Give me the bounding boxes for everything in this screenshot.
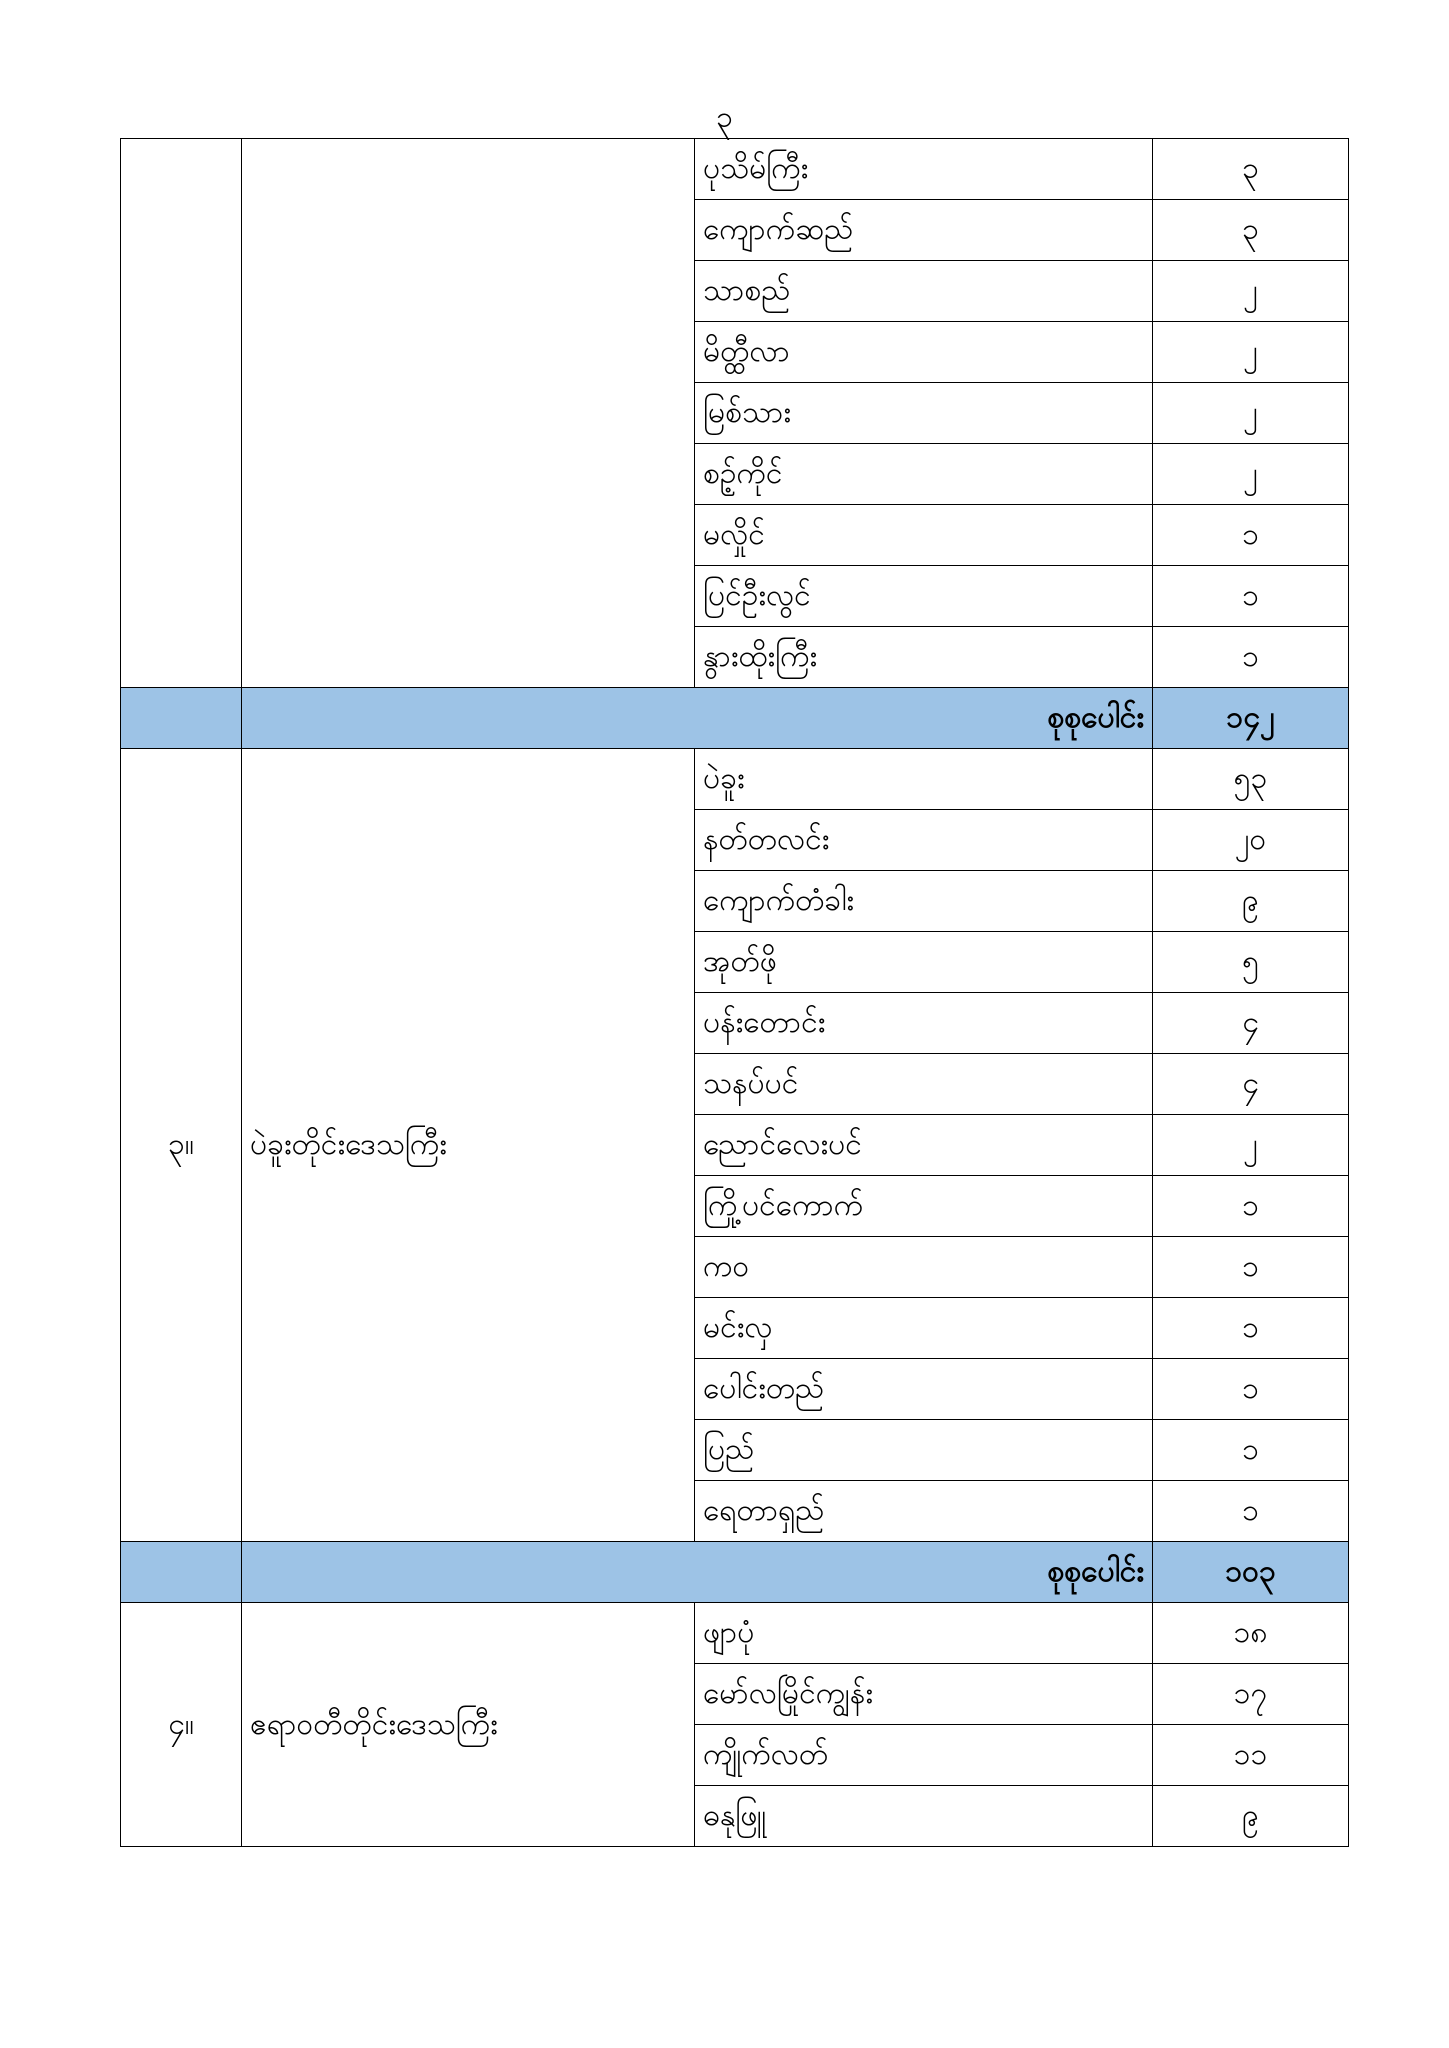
township-cell: ကျိုက်လတ် bbox=[695, 1725, 1153, 1786]
count-cell: ၁ bbox=[1153, 1481, 1349, 1542]
total-label: စုစုပေါင်း bbox=[242, 1542, 1153, 1603]
count-cell: ၂ bbox=[1153, 444, 1349, 505]
region-cell bbox=[242, 139, 695, 688]
count-cell: ၂ bbox=[1153, 383, 1349, 444]
count-cell: ၁ bbox=[1153, 1420, 1349, 1481]
count-cell: ၄ bbox=[1153, 993, 1349, 1054]
count-cell: ၉ bbox=[1153, 871, 1349, 932]
count-cell: ၁ bbox=[1153, 566, 1349, 627]
count-cell: ၄ bbox=[1153, 1054, 1349, 1115]
count-cell: ၂ bbox=[1153, 261, 1349, 322]
count-cell: ၂၀ bbox=[1153, 810, 1349, 871]
total-row bbox=[121, 1542, 1349, 1603]
count-cell: ၉ bbox=[1153, 1786, 1349, 1847]
count-cell: ၁ bbox=[1153, 627, 1349, 688]
count-cell: ၁ bbox=[1153, 1359, 1349, 1420]
region-cell: ဧရာဝတီတိုင်းဒေသကြီး bbox=[242, 1603, 695, 1847]
table-row bbox=[121, 139, 1349, 200]
row-number-cell: ၃။ bbox=[121, 749, 242, 1542]
township-cell: သာစည် bbox=[695, 261, 1153, 322]
total-value: ၁၄၂ bbox=[1153, 688, 1349, 749]
count-cell: ၁ bbox=[1153, 1176, 1349, 1237]
page-number: ၃ bbox=[716, 100, 733, 135]
township-cell: ရေတာရှည် bbox=[695, 1481, 1153, 1542]
total-blank-cell bbox=[121, 688, 242, 749]
township-cell: မင်းလှ bbox=[695, 1298, 1153, 1359]
count-cell: ၅ bbox=[1153, 932, 1349, 993]
total-row bbox=[121, 688, 1349, 749]
row-number-cell: ၄။ bbox=[121, 1603, 242, 1847]
count-cell: ၁ bbox=[1153, 505, 1349, 566]
count-cell: ၂ bbox=[1153, 322, 1349, 383]
township-cell: ဖျာပုံ bbox=[695, 1603, 1153, 1664]
count-cell: ၁၇ bbox=[1153, 1664, 1349, 1725]
township-cell: ပုသိမ်ကြီး bbox=[695, 139, 1153, 200]
township-cell: ညောင်လေးပင် bbox=[695, 1115, 1153, 1176]
table-row bbox=[121, 1603, 1349, 1664]
township-cell: မော်လမြိုင်ကျွန်း bbox=[695, 1664, 1153, 1725]
count-cell: ၁၁ bbox=[1153, 1725, 1349, 1786]
township-cell: နွားထိုးကြီး bbox=[695, 627, 1153, 688]
total-blank-cell bbox=[121, 1542, 242, 1603]
region-cell: ပဲခူးတိုင်းဒေသကြီး bbox=[242, 749, 695, 1542]
township-cell: မလှိုင် bbox=[695, 505, 1153, 566]
township-cell: ကျောက်ဆည် bbox=[695, 200, 1153, 261]
total-value: ၁၀၃ bbox=[1153, 1542, 1349, 1603]
township-cell: ပေါင်းတည် bbox=[695, 1359, 1153, 1420]
table-row bbox=[121, 749, 1349, 810]
township-count-table bbox=[120, 138, 1349, 1847]
township-cell: အုတ်ဖို bbox=[695, 932, 1153, 993]
count-cell: ၅၃ bbox=[1153, 749, 1349, 810]
township-cell: မိတ္ထီလာ bbox=[695, 322, 1153, 383]
township-cell: ပြည် bbox=[695, 1420, 1153, 1481]
count-cell: ၁၈ bbox=[1153, 1603, 1349, 1664]
township-cell: ပြင်ဦးလွင် bbox=[695, 566, 1153, 627]
township-cell: စဉ့်ကိုင် bbox=[695, 444, 1153, 505]
township-cell: ကြို့ပင်ကောက် bbox=[695, 1176, 1153, 1237]
count-cell: ၁ bbox=[1153, 1298, 1349, 1359]
township-cell: ကျောက်တံခါး bbox=[695, 871, 1153, 932]
township-cell: ဓနုဖြူ bbox=[695, 1786, 1153, 1847]
count-cell: ၃ bbox=[1153, 200, 1349, 261]
township-cell: ပဲခူး bbox=[695, 749, 1153, 810]
township-cell: နတ်တလင်း bbox=[695, 810, 1153, 871]
township-cell: မြစ်သား bbox=[695, 383, 1153, 444]
total-label: စုစုပေါင်း bbox=[242, 688, 1153, 749]
row-number-cell bbox=[121, 139, 242, 688]
count-cell: ၁ bbox=[1153, 1237, 1349, 1298]
township-cell: ကဝ bbox=[695, 1237, 1153, 1298]
township-cell: ပန်းတောင်း bbox=[695, 993, 1153, 1054]
count-cell: ၃ bbox=[1153, 139, 1349, 200]
township-cell: သနပ်ပင် bbox=[695, 1054, 1153, 1115]
count-cell: ၂ bbox=[1153, 1115, 1349, 1176]
